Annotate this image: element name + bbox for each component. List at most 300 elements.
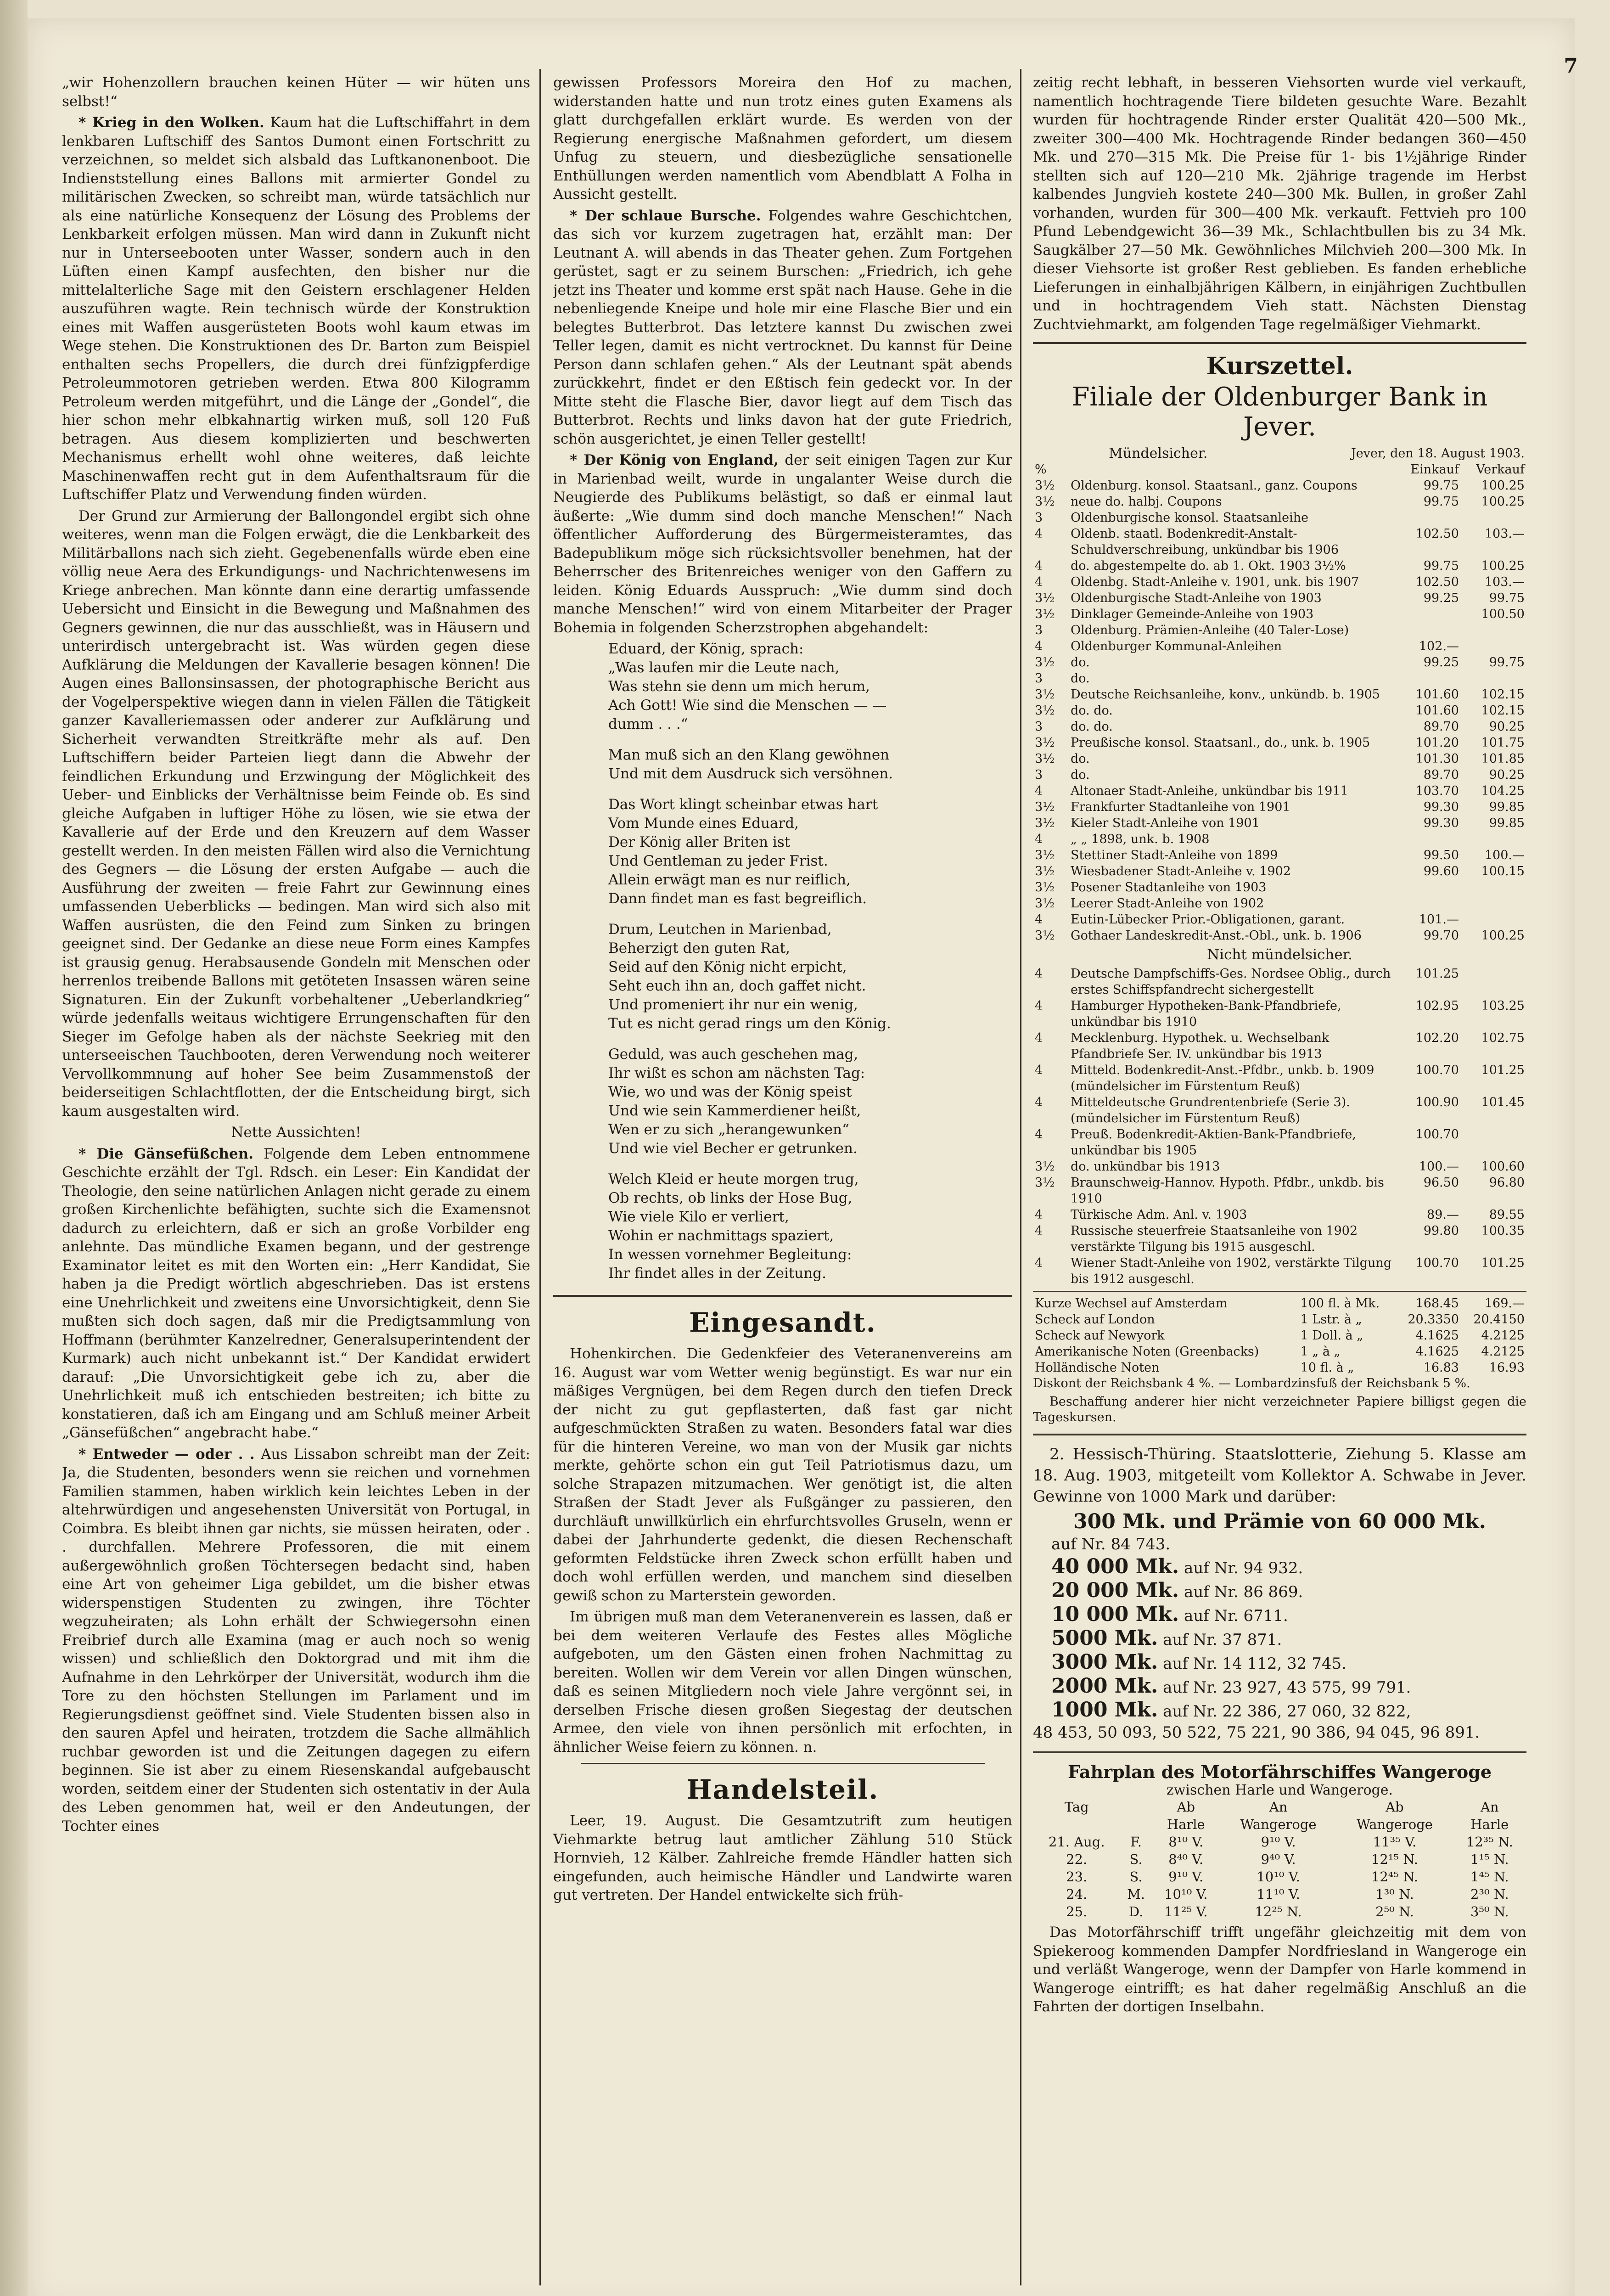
rate-cell: 4 xyxy=(1035,912,1043,927)
lotterie-win-line xyxy=(1033,1650,1526,1674)
table-row xyxy=(1033,1175,1526,1207)
rate-cell: 4 xyxy=(1035,639,1043,653)
table-row xyxy=(1033,558,1526,574)
verkauf-cell: 100.25 xyxy=(1481,478,1525,493)
verkauf-cell: 101.85 xyxy=(1481,752,1525,766)
article-title: * Entweder — oder . . xyxy=(79,1446,255,1463)
security-cell: Deutsche Reichsanleihe, konv., unkündb. b. 1905 xyxy=(1071,687,1380,702)
fahr-an-wangeroge: 10¹⁰ V. xyxy=(1257,1869,1300,1885)
kurs-note: Beschaffung anderer hier nicht verzeichneter Papiere billigst gegen die Tageskursen. xyxy=(1033,1395,1526,1424)
einkauf-cell: 102.— xyxy=(1419,639,1459,653)
verkauf-cell: 102.15 xyxy=(1481,703,1525,718)
table-row xyxy=(1033,783,1526,799)
table-row xyxy=(1033,928,1526,944)
table-row xyxy=(1033,895,1526,912)
einkauf-cell: 99.30 xyxy=(1423,816,1459,830)
poem-stanza: Das Wort klingt scheinbar etwas hart Vom Munde eines Eduard, Der König aller Briten ist Und Gentleman zu jeder Frist. Allein erwägt man es nur reiflich, Dann findet man es fast begreiflich. xyxy=(608,796,878,907)
security-cell: do. do. xyxy=(1071,703,1113,718)
rate-cell: 3½ xyxy=(1035,864,1055,878)
rate-cell: 4 xyxy=(1035,967,1043,981)
rate-cell: 3½ xyxy=(1035,896,1055,911)
fahr-ab-harle: 9¹⁰ V. xyxy=(1168,1869,1204,1885)
einkauf-cell: 100.70 xyxy=(1415,1127,1459,1142)
verkauf-cell xyxy=(1461,670,1526,687)
lotterie-win-line xyxy=(1033,1626,1526,1650)
poem-stanza: Drum, Leutchen in Marienbad, Beherzigt den guten Rat, Seid auf den König nicht erpicht, Seht euch ihn an, doch gaffet nicht. Und promeniert ihr nur ein wenig, Tut es nicht gerad rings um den König. xyxy=(608,921,891,1032)
lotterie-win-line xyxy=(1033,1674,1526,1698)
einkauf-cell: 101.60 xyxy=(1415,687,1459,702)
einkauf-cell: 99.70 xyxy=(1423,929,1459,943)
rate-cell: 3 xyxy=(1035,671,1043,686)
security-cell: Oldenburger Kommunal-Anleihen xyxy=(1071,639,1282,653)
lotterie-amount: 10 000 Mk. xyxy=(1051,1603,1179,1626)
einkauf-cell: 102.95 xyxy=(1415,999,1459,1013)
lotterie-amount: 40 000 Mk. xyxy=(1051,1555,1179,1578)
table-row xyxy=(1033,1328,1526,1344)
verkauf-cell: 100.60 xyxy=(1481,1159,1525,1174)
fahr-an-wangeroge: 11¹⁰ V. xyxy=(1257,1886,1300,1902)
fahr-date: 25. xyxy=(1066,1904,1088,1919)
verkauf-cell: 101.75 xyxy=(1481,736,1525,750)
einkauf-cell: 89.70 xyxy=(1423,768,1459,782)
rate-cell: 4 xyxy=(1035,1208,1043,1222)
verkauf-cell: 100.25 xyxy=(1481,495,1525,509)
einkauf-cell: 4.1625 xyxy=(1415,1328,1459,1343)
fahr-date: 23. xyxy=(1066,1869,1088,1885)
table-row xyxy=(1033,1062,1526,1094)
verkauf-cell: 96.80 xyxy=(1489,1176,1525,1190)
table-row xyxy=(1033,735,1526,751)
verkauf-cell: 100.50 xyxy=(1481,607,1525,621)
fahrplan-note: Das Motorfährschiff trifft ungefähr gleichzeitig mit dem von Spiekeroog kommenden Dampfer Nordfriesland in Wangeroge ein und verläßt Wangeroge, wenn der Dampfer von Harle kommend in Wangeroge eintrifft; es hat daher regelmäßig Anschluß an die Fahrten der dortigen Inselbahn. xyxy=(1033,1924,1526,2015)
table-row xyxy=(1033,494,1526,510)
wechsel-unit: 1 Lstr. à „ xyxy=(1300,1312,1362,1327)
article-entweder xyxy=(62,1445,530,1836)
section-divider xyxy=(1033,1751,1526,1753)
rate-cell: 4 xyxy=(1035,832,1043,846)
page-mark: 7 xyxy=(1564,54,1578,78)
einkauf-cell: 89.70 xyxy=(1423,720,1459,734)
rate-cell: 3½ xyxy=(1035,703,1055,718)
poem-stanza: Welch Kleid er heute morgen trug, Ob rechts, ob links der Hose Bug, Wie viele Kilo er verliert, Wohin er nachmittags spaziert, In wessen vornehmer Begleitung: Ihr findet alles in der Zeitung. xyxy=(608,1171,859,1282)
fahr-an-harle: 12³⁵ N. xyxy=(1466,1834,1513,1850)
security-cell: do. xyxy=(1071,671,1090,686)
fahr-an-wangeroge: 9¹⁰ V. xyxy=(1261,1834,1296,1850)
security-cell: Frankfurter Stadtanleihe von 1901 xyxy=(1071,800,1290,814)
section-divider xyxy=(1033,1434,1526,1435)
verkauf-cell: 169.— xyxy=(1484,1296,1525,1311)
article-text: der seit einigen Tagen zur Kur in Marienbad weilt, wurde in ungalanter Weise durch die Neugierde des Publikums belästigt, so daß er einmal laut äußerte: „Wie dumm sind doch manche Menschen!“ Nach öffentlicher Aufforderung des Bürgermeisteramtes, das Badepublikum möge sich rücksichtsvoller benehmen, hat der Beherrscher des Britenreiches weniger von den Gaffern zu leiden. König Eduards Ausspruch: „Wie dumm sind doch manche Menschen!“ wird von einem Mitarbeiter der Prager Bohemia in folgenden Scherzstrophen abgehandelt: xyxy=(553,452,1012,636)
poem-stanza: Geduld, was auch geschehen mag, Ihr wißt es schon am nächsten Tag: Wie, wo und was der König speist Und wie sein Kammerdiener heißt, Wen er zu sich „herangewunken“ Und wie viel Becher er getrunken. xyxy=(608,1046,865,1157)
einkauf-cell: 102.50 xyxy=(1415,575,1459,589)
security-cell: do. abgestempelte do. ab 1. Okt. 1903 3½% xyxy=(1071,559,1346,573)
table-row xyxy=(1033,1903,1526,1920)
security-cell: Stettiner Stadt-Anleihe von 1899 xyxy=(1071,848,1278,862)
lotterie-numbers: auf Nr. 94 932. xyxy=(1179,1559,1303,1577)
verkauf-cell: 102.75 xyxy=(1481,1031,1525,1045)
einkauf-cell: 99.30 xyxy=(1423,800,1459,814)
table-row xyxy=(1033,1207,1526,1223)
pct-header: % xyxy=(1035,462,1047,477)
article-title: * Krieg in den Wolken. xyxy=(79,114,264,131)
wechsel-name: Kurze Wechsel auf Amsterdam xyxy=(1035,1296,1228,1311)
einkauf-cell: 20.3350 xyxy=(1408,1312,1459,1327)
table-row xyxy=(1033,670,1526,687)
table-row xyxy=(1033,879,1526,895)
article-bursche xyxy=(553,207,1012,449)
einkauf-cell xyxy=(1395,831,1461,847)
fahr-weekday: S. xyxy=(1129,1869,1143,1885)
section-title-handel: Handelsteil. xyxy=(686,1774,879,1805)
verkauf-cell: 4.2125 xyxy=(1481,1345,1525,1359)
fahr-ab-wangeroge: 2⁵⁰ N. xyxy=(1375,1904,1414,1919)
wechsel-table xyxy=(1033,1295,1526,1376)
article-title: * Die Gänsefüßchen. xyxy=(79,1145,253,1162)
lotterie-amount: 3000 Mk. xyxy=(1051,1650,1158,1674)
security-cell: neue do. halbj. Coupons xyxy=(1071,495,1222,509)
verkauf-cell: 99.85 xyxy=(1489,800,1525,814)
fahr-an-harle: 2³⁰ N. xyxy=(1470,1886,1509,1902)
table-row xyxy=(1033,847,1526,863)
security-cell: Kieler Stadt-Anleihe von 1901 xyxy=(1071,816,1260,830)
kurs-table-nicht xyxy=(1033,966,1526,1287)
fahr-date: 21. Aug. xyxy=(1048,1834,1105,1850)
table-row xyxy=(1033,719,1526,735)
rate-cell: 3½ xyxy=(1035,736,1055,750)
rate-cell: 3½ xyxy=(1035,800,1055,814)
rate-cell: 3 xyxy=(1035,720,1043,734)
verkauf-cell xyxy=(1461,510,1526,526)
lotterie-main-number: auf Nr. 84 743. xyxy=(1051,1535,1171,1553)
einkauf-cell: 99.75 xyxy=(1423,478,1459,493)
table-row xyxy=(1033,998,1526,1030)
einkauf-header: Einkauf xyxy=(1410,462,1459,477)
table-row xyxy=(1033,799,1526,815)
fahrplan-subtitle: zwischen Harle und Wangeroge. xyxy=(1166,1782,1393,1798)
table-row xyxy=(1033,574,1526,590)
verkauf-cell: 100.35 xyxy=(1481,1224,1525,1238)
fahr-hdr-harle: Harle xyxy=(1470,1817,1509,1832)
wechsel-unit: 100 fl. à Mk. xyxy=(1300,1296,1380,1311)
rate-cell: 4 xyxy=(1035,1031,1043,1045)
fahrplan-table xyxy=(1033,1798,1526,1920)
lotterie-win-line xyxy=(1033,1579,1526,1603)
lotterie-wins xyxy=(1033,1555,1526,1722)
article-text: Im übrigen muß man dem Veteranenverein es lassen, daß er bei dem weiteren Verlaufe des Festes alles Mögliche aufgeboten, um den Gästen einen frohen Nachmittag zu bereiten. Wollen wir dem Verein vor allen Dingen wünschen, daß es seinen Mitgliedern noch viele Jahre vergönnt sei, in derselben Frische diesen großen Siegestag der deutschen Armee, den viele von ihnen persönlich mit erfochten, in ähnlicher Weise feiern zu können. xyxy=(553,1609,1012,1756)
verkauf-cell: 104.25 xyxy=(1481,784,1525,798)
verkauf-cell: 99.85 xyxy=(1489,816,1525,830)
verkauf-cell xyxy=(1461,895,1526,912)
security-cell: Gothaer Landeskredit-Anst.-Obl., unk. b. 1906 xyxy=(1071,929,1362,943)
einkauf-cell: 99.60 xyxy=(1423,864,1459,878)
table-row xyxy=(1033,831,1526,847)
table-row xyxy=(1033,1255,1526,1287)
verkauf-cell xyxy=(1461,966,1526,998)
rate-cell: 4 xyxy=(1035,1063,1043,1077)
security-cell: Türkische Adm. Anl. v. 1903 xyxy=(1071,1208,1247,1222)
article-title: * Der schlaue Bursche. xyxy=(570,207,761,224)
einkauf-cell: 102.20 xyxy=(1415,1031,1459,1045)
verkauf-cell: 89.55 xyxy=(1489,1208,1525,1222)
table-row xyxy=(1033,1851,1526,1868)
continued-text: zeitig recht lebhaft, in besseren Viehsorten wurde viel verkauft, namentlich hochtragende Tiere bildeten gesuchte Ware. Bezahlt wurden für hochtragende Rinder erster Qualität 420—500 Mk., zweiter 300—400 Mk. Hochtragende Rinder bedangen 360—450 Mk. und 270—315 Mk. Die Preise für 1- bis 1½jährige Rinder stellten sich auf 120—210 Mk. 2jährige tragende im Herbst kalbendes Jungvieh kostete 240—300 Mk. Bullen, in großer Zahl vorhanden, wurden für 300—400 Mk. verkauft. Fettvieh pro 100 Pfund Lebendgewicht 36—39 Mk., Schlachtbullen bis zu 34 Mk. Saugkälber 27—50 Mk. Gewöhnliches Milchvieh 200—300 Mk. In dieser Viehsorte ist großer Rest geblieben. Es fanden erhebliche Lieferungen in einhalbjährigen Kälbern, in einjährigen Zuchtbullen und in hochtragendem Vieh statt. Nächsten Dienstag Zuchtviehmarkt, am folgenden Tage regelmäßiger Viehmarkt. xyxy=(1033,74,1526,333)
rate-cell: 3½ xyxy=(1035,752,1055,766)
table-row xyxy=(1033,687,1526,703)
fahr-ab-wangeroge: 12¹⁵ N. xyxy=(1371,1851,1419,1867)
article-text: Folgende dem Leben entnommene Geschichte erzählt der Tgl. Rdsch. ein Leser: Ein Kandidat der Theologie, den seine natürlichen Anlagen nicht gerade zu einem großen Kirchenlichte befähigten, suchte sich die Examensnot dadurch zu erleichtern, daß er sich an große Vorbilder eng anlehnte. Das mündliche Examen begann, und der gestrenge Examinator leitet es mit den Worten ein: „Herr Kandidat, Sie haben ja die Predigt wörtlich abgeschrieben. Das ist erstens eine Unehrlichkeit und zweitens eine Unvorsichtigkeit, denn Sie mußten sich doch sagen, daß mir die Predigtsammlung von Hoffmann (berühmter Kanzelredner, Generalsuperintendent der Kurmark) auch nicht unbekannt ist.“ Der Kandidat erwidert darauf: „Die Unvorsichtigkeit gebe ich zu, aber die Unehrlichkeit muß ich entschieden bestreiten; ich bitte zu konstatieren, daß ich am Eingang und am Schluß meiner Arbeit „Gänsefüßchen“ angebracht habe.“ xyxy=(62,1145,530,1441)
rate-cell: 4 xyxy=(1035,999,1043,1013)
fahr-ab-harle: 8¹⁰ V. xyxy=(1168,1834,1204,1850)
table-row xyxy=(1033,654,1526,670)
security-cell: do. unkündbar bis 1913 xyxy=(1071,1159,1220,1174)
rate-cell: 4 xyxy=(1035,1127,1043,1142)
verkauf-cell: 16.93 xyxy=(1489,1361,1525,1375)
einkauf-cell xyxy=(1395,670,1461,687)
table-row xyxy=(1033,606,1526,622)
wechsel-unit: 1 Doll. à „ xyxy=(1300,1328,1363,1343)
security-cell: do. do. xyxy=(1071,720,1113,734)
verkauf-cell: 101.45 xyxy=(1481,1095,1525,1109)
security-cell: Mecklenburg. Hypothek. u. Wechselbank Pfandbriefe Ser. IV. unkündbar bis 1913 xyxy=(1071,1031,1330,1061)
fahr-weekday: S. xyxy=(1129,1851,1143,1867)
rate-cell: 3½ xyxy=(1035,687,1055,702)
verkauf-cell xyxy=(1461,879,1526,895)
verkauf-cell: 102.15 xyxy=(1481,687,1525,702)
einkauf-cell: 89.— xyxy=(1427,1208,1459,1222)
rate-cell: 4 xyxy=(1035,1224,1043,1238)
article-krieg xyxy=(62,113,530,504)
table-row xyxy=(1033,638,1526,654)
page-binding xyxy=(0,0,28,2296)
diskont-note: Diskont der Reichsbank 4 %. — Lombardzinsfuß der Reichsbank 5 %. xyxy=(1033,1376,1470,1390)
kurs-table-mundel xyxy=(1033,461,1526,944)
table-row xyxy=(1033,1833,1526,1851)
verkauf-cell: 100.— xyxy=(1484,848,1525,862)
table-row xyxy=(1033,1295,1526,1311)
table-row xyxy=(1033,1868,1526,1885)
kurs-header xyxy=(1033,445,1526,461)
security-cell: Hamburger Hypotheken-Bank-Pfandbriefe, unkündbar bis 1910 xyxy=(1071,999,1341,1029)
fahr-ab-harle: 8⁴⁰ V. xyxy=(1168,1851,1204,1867)
einkauf-cell xyxy=(1395,895,1461,912)
fahr-an-wangeroge: 9⁴⁰ V. xyxy=(1261,1851,1296,1867)
einkauf-cell: 102.50 xyxy=(1415,527,1459,541)
fahr-an-harle: 1¹⁵ N. xyxy=(1470,1851,1509,1867)
verkauf-cell: 101.25 xyxy=(1481,1256,1525,1270)
lotterie-numbers: auf Nr. 37 871. xyxy=(1158,1631,1282,1649)
einkauf-cell: 101.30 xyxy=(1415,752,1459,766)
fahr-hdr-wangeroge: Wangeroge xyxy=(1240,1817,1317,1832)
einkauf-cell: 99.50 xyxy=(1423,848,1459,862)
einkauf-cell: 4.1625 xyxy=(1415,1345,1459,1359)
fahr-an-harle: 1⁴⁵ N. xyxy=(1470,1869,1509,1885)
verkauf-cell: 103.— xyxy=(1484,527,1525,541)
lotterie-win-line xyxy=(1033,1698,1526,1722)
table-row xyxy=(1033,478,1526,494)
intro-quote: „wir Hohenzollern brauchen keinen Hüter — wir hüten uns selbst!“ xyxy=(62,74,530,110)
article-eingesandt: Hohenkirchen. Die Gedenkfeier des Veteranenvereins am 16. August war vom Wetter wenig begünstigt. Es war nur ein mäßiges Vergnügen, bei dem Regen durch den tiefen Dreck der nicht zu gut gepflasterten, daß fast gar nicht aufgeschmückten Straßen zu waten. Besonders fatal war dies für die hinteren Vereine, wo man von der Musik gar nichts merkte, gehörte schon ein gut Teil Patriotismus dazu, um solche Strapazen mitzumachen. Wer genötigt ist, die alten Straßen der Stadt Jever als Fußgänger zu passieren, den durchläuft unwillkürlich ein ehrfurchtsvolles Gruseln, wenn er dabei der Jahrhunderte gedenkt, die diesen Rechenschaft geformten Feldstücke ihren Zweck schon erfüllt haben und doch wohl erfüllen werden, und manchem sind dieselben gewiß schon zu Marterstein geworden. xyxy=(553,1345,1012,1604)
lotterie-win-line xyxy=(1033,1555,1526,1579)
security-cell: Oldenburgische Stadt-Anleihe von 1903 xyxy=(1071,591,1322,605)
fahr-ab-wangeroge: 1³⁰ N. xyxy=(1375,1886,1414,1902)
fahr-weekday: M. xyxy=(1127,1886,1145,1902)
column-2 xyxy=(553,73,1012,2281)
article-tail: Nette Aussichten! xyxy=(231,1124,361,1141)
article-text: Kaum hat die Luftschiffahrt in dem lenkbaren Luftschiff des Santos Dumont einen Fortschritt zu verzeichnen, so meldet sich alsbald das Luftkanonenboot. Die Indienststellung eines Ballons mit armierter Gondel zu militärischen Zwecken, so schreibt man, würde tatsächlich nur als eine natürliche Konsequenz der Lösung des Problems der Lenkbarkeit erfolgen müssen. Man wird dann in Zukunft nicht nur in Unterseebooten unter Wasser, sondern auch in den Lüften einen Kampf ausfechten, den bisher nur die mittelalterliche Sage mit den Geistern erschlagener Helden auszuführen wagte. Rein technisch würde der Konstruktion eines mit Waffen ausgerüsteten Boots wohl kaum etwas im Wege stehen. Die Konstruktionen des Dr. Barton zum Beispiel enthalten sechs Propellers, die durch drei fünfzigpferdige Petroleummotoren getrieben werden. Etwa 800 Kilogramm Petroleum werden mitgeführt, und die Länge der „Gondel“, die hier schon mehr elbkahnartig wirken muß, soll 120 Fuß betragen. Aus diesem komplizierten und beschwerten Mechanismus erhellt wohl ohne weiteres, daß leichte Maschinenwaffen recht gut in dem Aufenthaltsraum für die Luftschiffer Platz und Verwendung finden würden. xyxy=(62,114,530,503)
lotterie-numbers: auf Nr. 23 927, 43 575, 99 791. xyxy=(1158,1678,1411,1697)
verkauf-cell: 99.75 xyxy=(1489,591,1525,605)
verkauf-cell: 100.15 xyxy=(1481,864,1525,878)
security-cell: Oldenb. staatl. Bodenkredit-Anstalt-Schuldverschreibung, unkündbar bis 1906 xyxy=(1071,527,1339,557)
column-3 xyxy=(1033,73,1526,2281)
einkauf-cell xyxy=(1395,622,1461,638)
security-cell: Oldenburg. konsol. Staatsanl., ganz. Coupons xyxy=(1071,478,1358,493)
table-row xyxy=(1033,1126,1526,1159)
verkauf-cell xyxy=(1461,1126,1526,1159)
section-divider xyxy=(553,1295,1012,1297)
verkauf-cell: 103.25 xyxy=(1481,999,1525,1013)
article-handel: Leer, 19. August. Die Gesamtzutrift zum heutigen Viehmarkte betrug laut amtlicher Zählung 510 Stück Hornvieh, 12 Kälber. Zahlreiche fremde Händler hatten sich eingefunden, auch heimische Händler und Landwirte waren gut vertreten. Der Handel entwickelte sich früh- xyxy=(553,1812,1012,1903)
verkauf-cell: 90.25 xyxy=(1489,768,1525,782)
fahr-hdr-an: An xyxy=(1269,1799,1288,1815)
fahr-date: 24. xyxy=(1066,1886,1088,1902)
fahr-ab-wangeroge: 11³⁵ V. xyxy=(1373,1834,1417,1850)
fahr-hdr-tag: Tag xyxy=(1064,1799,1089,1815)
fahr-hdr-harle: Harle xyxy=(1167,1817,1205,1832)
rate-cell: 3 xyxy=(1035,768,1043,782)
rate-cell: 3½ xyxy=(1035,1176,1055,1190)
einkauf-cell xyxy=(1395,879,1461,895)
lotterie-amount: 20 000 Mk. xyxy=(1051,1579,1179,1602)
wechsel-name: Scheck auf London xyxy=(1035,1312,1155,1327)
rate-cell: 3½ xyxy=(1035,880,1055,895)
fahr-date: 22. xyxy=(1066,1851,1088,1867)
table-row xyxy=(1033,767,1526,783)
security-cell: Wiesbadener Stadt-Anleihe v. 1902 xyxy=(1071,864,1291,878)
fahr-weekday: F. xyxy=(1130,1834,1142,1850)
article-koenig xyxy=(553,451,1012,637)
table-row xyxy=(1033,510,1526,526)
rate-cell: 3½ xyxy=(1035,848,1055,862)
table-row xyxy=(1033,1030,1526,1062)
lotterie-numbers: auf Nr. 86 869. xyxy=(1179,1583,1303,1601)
lotterie-main-prize: 300 Mk. und Prämie von 60 000 Mk. xyxy=(1073,1510,1486,1533)
article-sign: n. xyxy=(803,1739,817,1756)
rate-cell: 3½ xyxy=(1035,607,1055,621)
security-cell: Altonaer Stadt-Anleihe, unkündbar bis 1911 xyxy=(1071,784,1348,798)
einkauf-cell: 100.70 xyxy=(1415,1063,1459,1077)
verkauf-cell: 4.2125 xyxy=(1481,1328,1525,1343)
rate-cell: 4 xyxy=(1035,1095,1043,1109)
security-cell: Oldenburgische konsol. Staatsanleihe xyxy=(1071,511,1309,525)
section-divider xyxy=(1033,1291,1526,1292)
rate-cell: 3½ xyxy=(1035,478,1055,493)
verkauf-cell: 101.25 xyxy=(1481,1063,1525,1077)
wechsel-name: Scheck auf Newyork xyxy=(1035,1328,1165,1343)
fahrplan-title: Fahrplan des Motorfährschiffes Wangeroge xyxy=(1067,1761,1492,1782)
rate-cell: 3½ xyxy=(1035,816,1055,830)
article-title: * Der König von England, xyxy=(570,452,779,468)
security-cell: Oldenbg. Stadt-Anleihe v. 1901, unk. bis 1907 xyxy=(1071,575,1359,589)
rate-cell: 4 xyxy=(1035,1256,1043,1270)
table-row xyxy=(1033,863,1526,879)
rate-cell: 4 xyxy=(1035,784,1043,798)
lotterie-numbers: auf Nr. 6711. xyxy=(1179,1607,1288,1625)
rate-cell: 3½ xyxy=(1035,655,1055,670)
table-row xyxy=(1033,1159,1526,1175)
security-cell: Deutsche Dampfschiffs-Ges. Nordsee Oblig., durch erstes Schiffspfandrecht sichergestellt xyxy=(1071,967,1391,997)
fahr-an-harle: 3⁵⁰ N. xyxy=(1470,1904,1509,1919)
einkauf-cell: 99.25 xyxy=(1423,591,1459,605)
verkauf-cell xyxy=(1461,831,1526,847)
fahr-hdr-an: An xyxy=(1481,1799,1499,1815)
rate-cell: 4 xyxy=(1035,575,1043,589)
einkauf-cell: 99.25 xyxy=(1423,655,1459,670)
security-cell: Leerer Stadt-Anleihe von 1902 xyxy=(1071,896,1264,911)
table-row xyxy=(1033,1344,1526,1360)
section-divider xyxy=(581,1763,985,1764)
bank-title: Filiale der Oldenburger Bank in Jever. xyxy=(1071,382,1488,442)
table-row xyxy=(1033,1885,1526,1903)
poem-stanza: Man muß sich an den Klang gewöhnen Und mit dem Ausdruck sich versöhnen. xyxy=(608,747,893,782)
nicht-mundel-label: Nicht mündelsicher. xyxy=(1207,946,1352,963)
column-rule xyxy=(539,69,541,2285)
rate-cell: 4 xyxy=(1035,559,1043,573)
lotterie-numbers: auf Nr. 14 112, 32 745. xyxy=(1158,1654,1346,1673)
einkauf-cell: 101.25 xyxy=(1415,967,1459,981)
column-1 xyxy=(62,73,530,2281)
lotterie-rest: 48 453, 50 093, 50 522, 75 221, 90 386, 94 045, 96 891. xyxy=(1033,1723,1480,1742)
rate-cell: 3 xyxy=(1035,623,1043,637)
wechsel-unit: 1 „ à „ xyxy=(1300,1345,1341,1359)
verkauf-cell: 100.25 xyxy=(1481,559,1525,573)
einkauf-cell: 100.90 xyxy=(1415,1095,1459,1109)
article-gaense xyxy=(62,1145,530,1442)
table-row xyxy=(1033,1223,1526,1255)
rate-cell: 3½ xyxy=(1035,495,1055,509)
wechsel-unit: 10 fl. à „ xyxy=(1300,1361,1354,1375)
fahr-an-wangeroge: 12²⁵ N. xyxy=(1255,1904,1302,1919)
section-title-eingesandt: Eingesandt. xyxy=(689,1307,876,1338)
verkauf-header: Verkauf xyxy=(1476,462,1525,477)
einkauf-cell: 99.75 xyxy=(1423,495,1459,509)
lotterie-amount: 1000 Mk. xyxy=(1051,1698,1158,1722)
verkauf-cell: 90.25 xyxy=(1489,720,1525,734)
table-row xyxy=(1033,912,1526,928)
fahr-ab-harle: 10¹⁰ V. xyxy=(1164,1886,1208,1902)
wechsel-name: Amerikanische Noten (Greenbacks) xyxy=(1035,1345,1259,1359)
lotterie-amount: 5000 Mk. xyxy=(1051,1626,1158,1650)
einkauf-cell: 101.— xyxy=(1419,912,1459,927)
security-cell: Oldenburg. Prämien-Anleihe (40 Taler-Lose) xyxy=(1071,623,1349,637)
einkauf-cell xyxy=(1395,606,1461,622)
lotterie-text: 2. Hessisch-Thüring. Staatslotterie, Ziehung 5. Klasse am 18. Aug. 1903, mitgeteilt vom Kollektor A. Schwabe in Jever. Gewinne von 1000 Mark und darüber: xyxy=(1033,1445,1526,1506)
poem-stanza: Eduard, der König, sprach: „Was laufen mir die Leute nach, Was stehn sie denn um mich herum, Ach Gott! Wie sind die Menschen — — dumm . . .“ xyxy=(608,641,887,732)
security-cell: Dinklager Gemeinde-Anleihe von 1903 xyxy=(1071,607,1314,621)
lotterie-win-line xyxy=(1033,1603,1526,1626)
kurszettel-title: Kurszettel. xyxy=(1206,352,1353,380)
verkauf-cell xyxy=(1461,638,1526,654)
security-cell: Braunschweig-Hannov. Hypoth. Pfdbr., unkdb. bis 1910 xyxy=(1071,1176,1384,1206)
fahr-ab-harle: 11²⁵ V. xyxy=(1164,1904,1208,1919)
einkauf-cell: 99.80 xyxy=(1423,1224,1459,1238)
security-cell: do. xyxy=(1071,655,1090,670)
fahr-hdr-wangeroge: Wangeroge xyxy=(1356,1817,1433,1832)
article-text: Aus Lissabon schreibt man der Zeit: Ja, die Studenten, besonders wenn sie reichen und vornehmen Familien stammen, haben wirklich kein leichtes Leben in der altehrwürdigen und angesehensten Universität von Portugal, in Coimbra. Es bleibt ihnen gar nichts, sie müssen heiraten, oder . . durchfallen. Mehrere Professoren, die mit einem außergewöhnlich großen Töchtersegen bedacht sind, haben eine Art von geheimer Liga gebildet, um die bisher etwas widerspenstigen Studenten zu zwingen, ihre Töchter wegzuheiraten; als Lohn erhält der Schwiegersohn einen Freibrief durch alle Examina (mag er auch noch so wenig wissen) und schließlich den Doktorgrad und mit ihm die Aufnahme in den Lehrkörper der Universität, wodurch ihm die Tore zu den höchsten Stellungen im Parlament und im Regierungsdienst geöffnet sind. Viele Studenten bissen also in den sauren Apfel und heiraten, trotzdem die Sache allmählich ruchbar geworden ist und die Zeitungen dagegen zu eifern beginnen. Sie ist aber zu einem Riesenskandal aufgebauscht worden, seitdem einer der Studenten sich ostentativ in der Aula des Leben genommen hat, weil er den Andeutungen, der Tochter eines xyxy=(62,1446,530,1835)
security-cell: do. xyxy=(1071,768,1090,782)
article-text: Folgendes wahre Geschichtchen, das sich vor kurzem zugetragen hat, erzählt man: Der Leutnant A. will abends in das Theater gehen. Zum Fortgehen gerüstet, sagt er zu seinem Burschen: „Friedrich, ich gehe jetzt ins Theater und komme erst spät nach Hause. Gehe in die nebenliegende Kneipe und hole mir eine Flasche Bier und ein belegtes Butterbrot. Das letztere kannst Du zwischen zwei Teller legen, damit es nicht vertrocknet. Du kannst für Deine Person dann schlafen gehen.“ Als der Leutnant spät abends zurückkehrt, findet er den Eßtisch fein gedeckt vor. In der Mitte steht die Flasche Bier, davor liegt auf dem Tisch das Butterbrot. Rechts und links davon hat der gute Friedrich, schön ausgerichtet, je einen Teller gestellt! xyxy=(553,207,1012,447)
security-cell: Preuß. Bodenkredit-Aktien-Bank-Pfandbriefe, unkündbar bis 1905 xyxy=(1071,1127,1356,1158)
